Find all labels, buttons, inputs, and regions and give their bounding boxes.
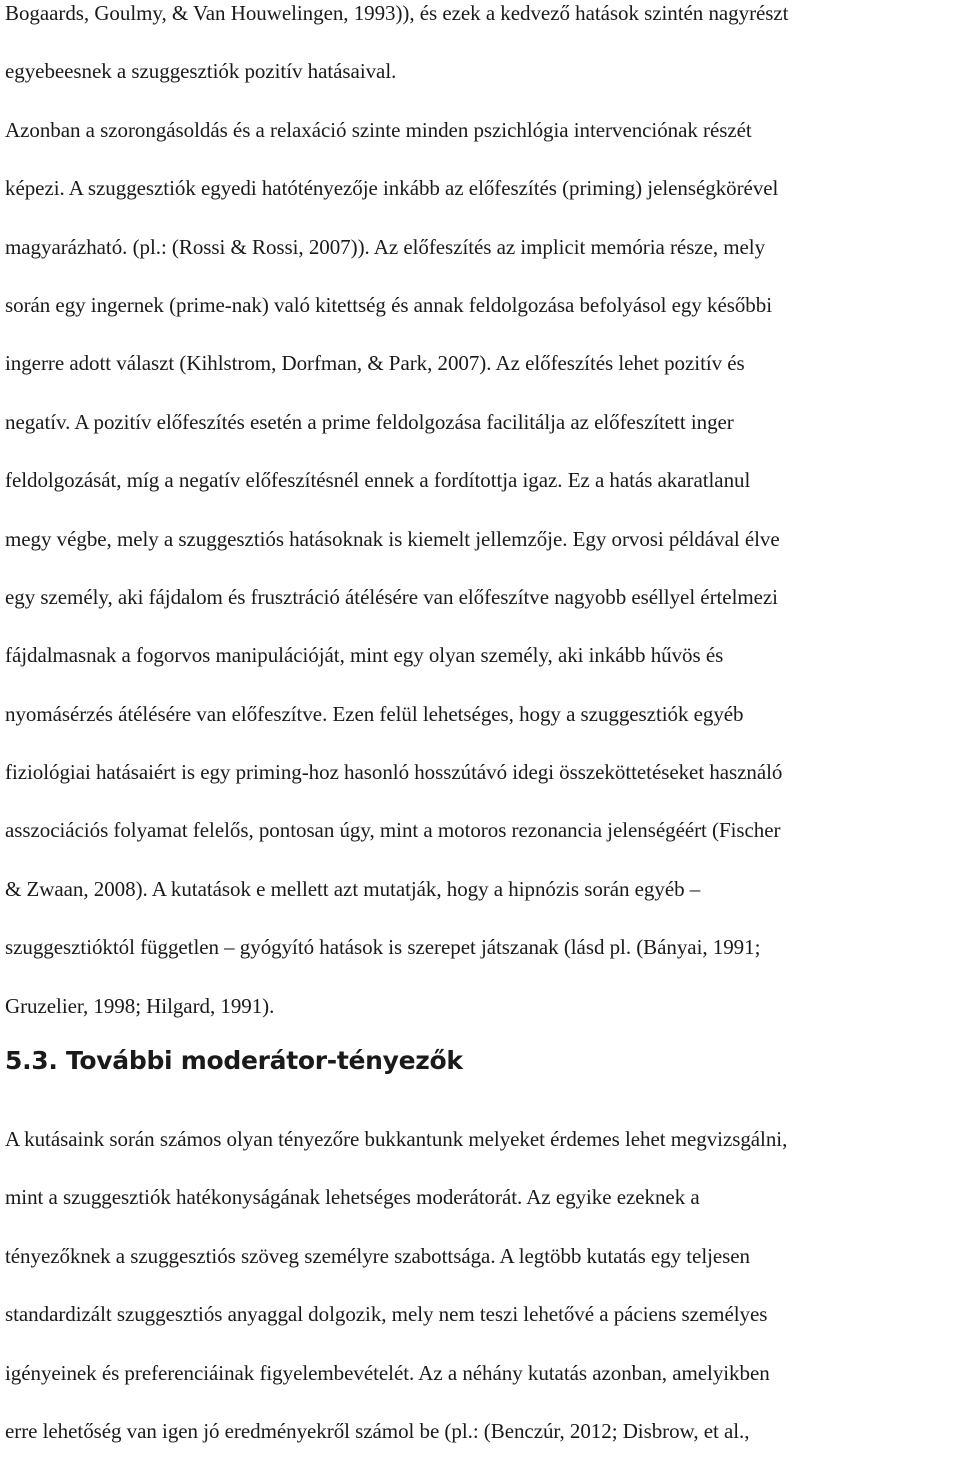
- text-line: megy végbe, mely a szuggesztiós hatásoknak is kiemelt jellemzője. Egy orvosi példával élve: [5, 526, 780, 551]
- text-line: fájdalmasnak a fogorvos manipulációját, mint egy olyan személy, aki inkább hűvös és: [5, 643, 724, 668]
- text-line: erre lehetőség van igen jó eredményekről számol be (pl.: (Benczúr, 2012; Disbrow, et al.,: [5, 1418, 750, 1443]
- text-line: igényeinek és preferenciáinak figyelembevételét. Az a néhány kutatás azonban, amelyikben: [5, 1360, 770, 1385]
- text-line: Bogaards, Goulmy, & Van Houwelingen, 1993)), és ezek a kedvező hatások szintén nagyrészt: [5, 1, 789, 25]
- text-line: asszociációs folyamat felelős, pontosan úgy, mint a motoros rezonancia jelenségéért (Fischer: [5, 818, 781, 843]
- text-line: szuggesztióktól független – gyógyító hatások is szerepet játszanak (lásd pl. (Bányai, 1991;: [5, 935, 761, 960]
- document-page: [5, 0, 957, 1443]
- text-line: egy személy, aki fájdalom és frusztráció átélésére van előfeszítve nagyobb eséllyel értelmezi: [5, 584, 778, 609]
- text-line: Gruzelier, 1998; Hilgard, 1991).: [5, 993, 275, 1018]
- body-paragraph-2: [5, 1110, 787, 1460]
- text-line: Azonban a szorongásoldás és a relaxáció szinte minden pszichlógia intervenciónak részét: [5, 117, 752, 142]
- text-line: & Zwaan, 2008). A kutatások e mellett azt mutatják, hogy a hipnózis során egyéb –: [5, 876, 701, 901]
- text-line: tényezőknek a szuggesztiós szöveg személyre szabottsága. A legtöbb kutatás egy teljesen: [5, 1243, 750, 1268]
- text-line: ingerre adott választ (Kihlstrom, Dorfman, & Park, 2007). Az előfeszítés lehet pozitív és: [5, 351, 745, 376]
- body-paragraph-1: [5, 0, 957, 1035]
- text-line: mint a szuggesztiók hatékonyságának lehetséges moderátorát. Az egyike ezeknek a: [5, 1185, 700, 1210]
- text-line: egyebeesnek a szuggesztiók pozitív hatásaival.: [5, 59, 397, 84]
- text-line: feldolgozását, míg a negatív előfeszítésnél ennek a fordítottja igaz. Ez a hatás akaratlanul: [5, 468, 751, 493]
- text-line: nyomásérzés átélésére van előfeszítve. Ezen felül lehetséges, hogy a szuggesztiók egyéb: [5, 701, 744, 726]
- section-heading: 5.3. További moderátor-tényezők: [5, 1046, 463, 1075]
- text-line: fiziológiai hatásaiért is egy priming-hoz hasonló hosszútávó idegi összeköttetéseket használó: [5, 760, 783, 785]
- text-line: magyarázható. (pl.: (Rossi & Rossi, 2007)). Az előfeszítés az implicit memória része, mely: [5, 234, 766, 259]
- text-line: A kutásaink során számos olyan tényezőre bukkantunk melyeket érdemes lehet megvizsgálni,: [5, 1127, 788, 1151]
- text-line: negatív. A pozitív előfeszítés esetén a prime feldolgozása facilitálja az előfeszített inger: [5, 409, 734, 434]
- text-line: standardizált szuggesztiós anyaggal dolgozik, mely nem teszi lehetővé a páciens személyes: [5, 1302, 768, 1327]
- text-line: képezi. A szuggesztiók egyedi hatótényezője inkább az előfeszítés (priming) jelenségkörével: [5, 176, 779, 201]
- text-line: során egy ingernek (prime-nak) való kitettség és annak feldolgozása befolyásol egy későbbi: [5, 292, 772, 317]
